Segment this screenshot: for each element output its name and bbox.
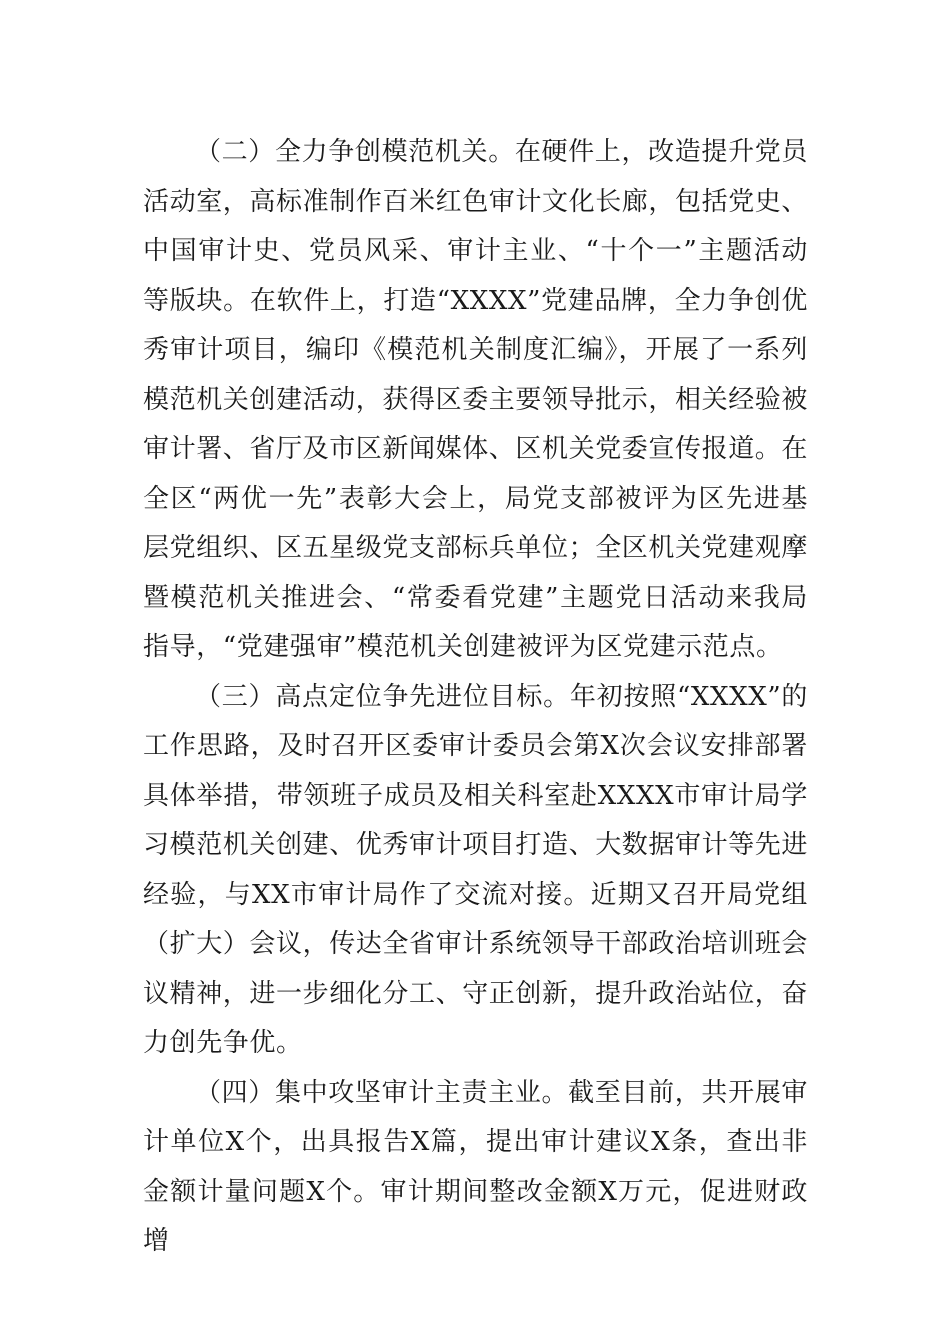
paragraph-model-agency: （二）全力争创模范机关。在硬件上，改造提升党员活动室，高标准制作百米红色审计文化长廊，包括党史、中国审计史、党员风采、审计主业、“十个一”主题活动等版块。在软件上，打造“XXXX”党建品牌，全力争创优秀审计项目，编印《模范机关制度汇编》，开展了一系列模范机关创建活动，获得区委主要领导批示，相关经验被审计署、省厅及市区新闻媒体、区机关党委宣传报道。在全区“两优一先”表彰大会上，局党支部被评为区先进基层党组织、区五星级党支部标兵单位；全区机关党建观摩暨模范机关推进会、“常委看党建”主题党日活动来我局指导，“党建强审”模范机关创建被评为区党建示范点。 [143,137,809,662]
paragraph-goal-positioning: （三）高点定位争先进位目标。年初按照“XXXX”的工作思路，及时召开区委审计委员会第X次会议安排部署具体举措，带领班子成员及相关科室赴XXXX市审计局学习模范机关创建、优秀审计项目打造、大数据审计等先进经验，与XX市审计局作了交流对接。近期又召开局党组（扩大）会议，传达全省审计系统领导干部政治培训班会议精神，进一步细化分工、守正创新，提升政治站位，奋力创先争优。 [143,681,809,1058]
paragraph-audit-main-business: （四）集中攻坚审计主责主业。截至目前，共开展审计单位X个，出具报告X篇，提出审计建议X条，查出非金额计量问题X个。审计期间整改金额X万元，促进财政增 [143,1077,808,1256]
document-body [143,128,808,1267]
